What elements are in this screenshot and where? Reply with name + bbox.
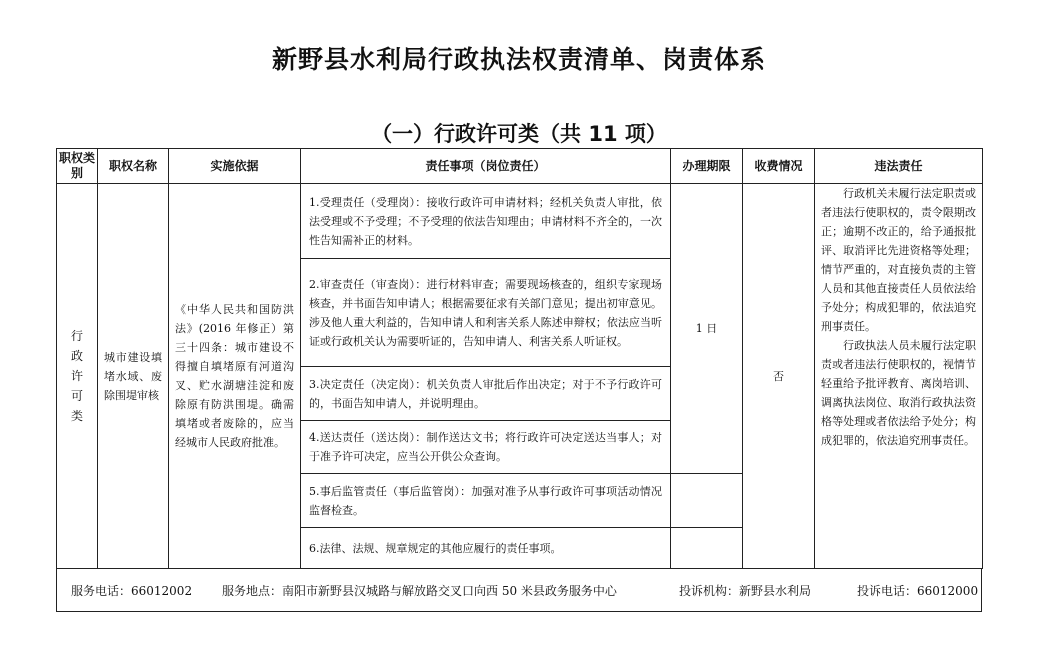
header-fee: 收费情况 <box>743 149 815 184</box>
service-info-footer <box>56 568 982 612</box>
category-value: 行政许可类 <box>70 329 83 423</box>
header-period: 办理期限 <box>671 149 743 184</box>
service-address: 服务地点：南阳市新野县汉城路与解放路交叉口向西 50 米县政务服务中心 <box>222 584 617 598</box>
duty-item-delivery: 4.送达责任（送达岗）：制作送达文书；将行政许可决定送达当事人；对于准予许可决定，应当公开供公众查询。 <box>301 421 671 474</box>
duty-item-supervision: 5.事后监管责任（事后监管岗）：加强对准予从事行政许可事项活动情况监督检查。 <box>301 474 671 528</box>
table-row <box>57 184 983 259</box>
header-category: 职权类别 <box>57 149 98 184</box>
liability-cell <box>815 184 983 569</box>
name-cell: 城市建设填堵水域、废除围堤审核 <box>98 184 169 569</box>
period-blank-cell <box>671 528 743 569</box>
duty-item-decision: 3.决定责任（决定岗）：机关负责人审批后作出决定；对于不予行政许可的，书面告知申请人，并说明理由。 <box>301 367 671 421</box>
category-cell <box>57 184 98 569</box>
duty-item-other: 6.法律、法规、规章规定的其他应履行的责任事项。 <box>301 528 671 569</box>
complaint-phone: 投诉电话：66012000 <box>857 584 979 598</box>
service-phone: 服务电话：66012002 <box>71 584 193 598</box>
responsibility-table <box>56 148 983 569</box>
period-blank-cell <box>671 474 743 528</box>
header-basis: 实施依据 <box>169 149 301 184</box>
period-cell: 1 日 <box>671 184 743 474</box>
basis-cell: 《中华人民共和国防洪法》(2016 年修正）第三十四条：城市建设不得擅自填堵原有河道沟叉、贮水湖塘洼淀和废除原有防洪围堤。确需填堵或者废除的，应当经城市人民政府批准。 <box>169 184 301 569</box>
table-header-row <box>57 149 983 184</box>
duty-item-review: 2.审查责任（审查岗）：进行材料审查；需要现场核查的，组织专家现场核查，并书面告知申请人；根据需要征求有关部门意见；提出初审意见。涉及他人重大利益的，告知申请人和利害关系人陈述申辩权；依法应当听证或行政机关认为需要听证的，告知申请人、利害关系人听证权。 <box>301 259 671 367</box>
fee-cell: 否 <box>743 184 815 569</box>
header-name: 职权名称 <box>98 149 169 184</box>
duty-item-acceptance: 1.受理责任（受理岗）：接收行政许可申请材料；经机关负责人审批，依法受理或不予受理；不予受理的依法告知理由；申请材料不齐全的，一次性告知需补正的材料。 <box>301 184 671 259</box>
header-duties: 责任事项（岗位责任） <box>301 149 671 184</box>
document-title: 新野县水利局行政执法权责清单、岗责体系 <box>271 45 766 74</box>
header-liability: 违法责任 <box>815 149 983 184</box>
complaint-org: 投诉机构：新野县水利局 <box>679 584 812 598</box>
liability-personnel: 行政执法人员未履行法定职责或者违法行使职权的，视情节轻重给予批评教育、离岗培训、调离执法岗位、取消行政执法资格等处理或者依法给予处分；构成犯罪的，依法追究刑事责任。 <box>821 339 976 447</box>
liability-agency: 行政机关未履行法定职责或者违法行使职权的，责令限期改正；逾期不改正的，给予通报批评、取消评比先进资格等处理；情节严重的，对直接负责的主管人员和其他直接责任人员依法给予处分；构成犯罪的，依法追究刑事责任。 <box>821 187 976 333</box>
section-title: （一）行政许可类（共 11 项） <box>371 122 667 146</box>
